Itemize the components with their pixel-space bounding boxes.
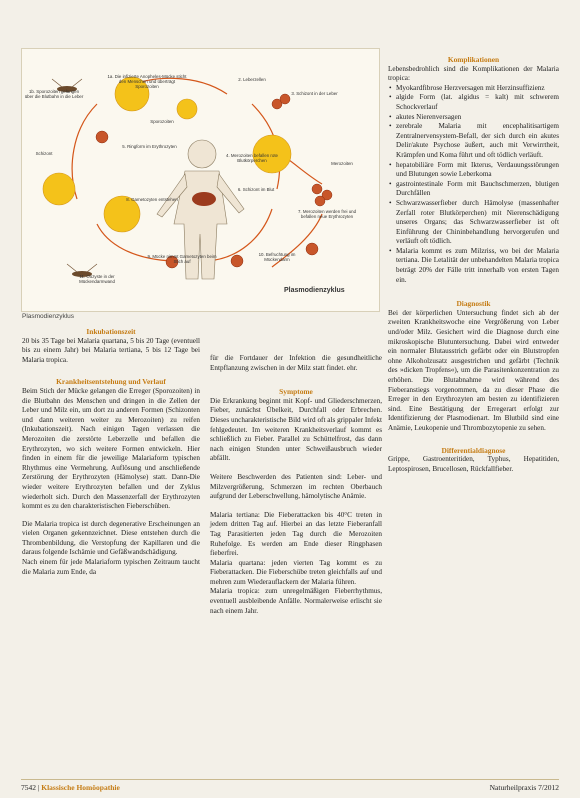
left-column [22, 327, 200, 577]
paragraph: Die Erkrankung beginnt mit Kopf- und Gliederschmerzen, Fieber, zunächst Übelkeit, Durchfall oder Erbrechen. Dieses uncharakteristische Bild wird oft als grippaler Infekt fehlgedeutet. Im weiteren Krankheitsverlauf kommt es schließlich zu Fieber. Parallel zu Schüttelfrost, das dann nach einigen Stunden unter Schweißausbruch wieder abfällt. [210, 396, 382, 463]
paragraph: Lebensbedrohlich sind die Komplikationen der Malaria tropica: [388, 64, 559, 83]
issue-label: Naturheilpraxis 7/2012 [489, 783, 559, 792]
page-footer [21, 779, 559, 794]
middle-column [210, 354, 382, 616]
stage-circle-oocyst [43, 173, 75, 205]
paragraph: Nach einem für jede Malariaform typischen Zeitraum taucht die Malaria zum Ende, da [22, 558, 200, 576]
paragraph: Malaria tertiana: Die Fieberattacken bis 40°C treten in jedem dritten Tag auf. Hierbei an das letzte Fieberanfall Tag Parasitierten jeden Tag durch die Merozoiten Ruhefolge. Es werden am Ende dieser Ringphasen fieberfrei. [210, 510, 382, 558]
figure-label: 3. Schizont in der Leber [291, 91, 338, 96]
figure-label: 1b. Sporozoiten gelangen über die Blutbahn in die Leber [24, 89, 84, 99]
footer-left [21, 783, 120, 792]
paragraph: Die Malaria tropica ist durch degenerative Erscheinungen an vielen Organen gekennzeichnet. Diese entstehen durch die Thrombenbildung, die Verstopfung der Kapillaren und die daraus folgende Ischämie und Gefäßwandschädigung. [22, 519, 200, 557]
list-item: • hepatobiliäre Form mit Ikterus, Verdauungsstörungen und Blutungen sowie Leberkoma [388, 161, 559, 180]
figure-label: 10. Befruchtung im Mückendarm [258, 252, 296, 262]
figure-caption: Plasmodienzyklus [22, 313, 75, 320]
paragraph: Malaria tropica: zum unregelmäßigen Fieberrhythmus, eventuell ausbleibende Anfälle. Normalerweise erlischt sie nach einem Jahr. [210, 587, 382, 615]
paragraph: Grippe, Gastroenteritiden, Typhus, Hepatitiden, Leptospirosen, Brucellosen, Rückfallfieber. [388, 455, 559, 473]
list-item: • Malaria kommt es zum Milzriss, wo bei der Malaria tertiana. Die Letalität der unbehandelten Malaria tropica beträgt 20% der Fälle tritt innerhalb von ersten Tagen ein. [388, 247, 559, 285]
complications-list [388, 84, 559, 285]
figure-title: Plasmodienzyklus [284, 287, 345, 294]
figure-label: 2. Leberzellen [238, 77, 266, 82]
life-cycle-figure [21, 48, 380, 312]
figure-label: Sporozoiten [150, 119, 174, 124]
paragraph: Beim Stich der Mücke gelangen die Erreger (Sporozoiten) in die Blutbahn des Menschen und dringen in die Zellen der Leber und Milz ein, um dort zu anderen Formen (Schizonten und dann weiteren weiter zu Merozoiten) zu reifen (Inkubationszeit). Nach einigen Tagen verlassen die Merozoiten die zerstörte Leberzelle und befallen die Erythrozyten, wo sich weitere Formen entwickeln. Hier finden in einem für die jeweilige Malariaform typischen Rhythmus eine Vermehrung, Auflösung und anschließende Zerstörung der Erythrozyten (Hämolyse) statt. Dann-Die wieder weitere Erythrozyten befallen und der Zyklus wiederholt sich. Durch den Massenzerfall der Erythrozyten kommt es zu den charakteristischen Fieberschüben. [22, 386, 200, 511]
figure-label: 8. Gametozyten entstehen [126, 197, 178, 202]
figure-label: 6. Schizont im Blut [237, 187, 275, 192]
figure-label: 7. Merozoiten werden frei und befallen neue Erythrozyten [297, 209, 357, 219]
right-column [388, 55, 559, 474]
paragraph: für die Fortdauer der Infektion die gesundheitliche Entpflanzung zwischen in der Milz statt findet. ehr. [210, 354, 382, 372]
footer-separator: | [37, 783, 40, 792]
figure-label: Schizont [35, 151, 53, 156]
figure-label: 1a. Die infizierte Anopheles-Mücke sticht den Menschen und überträgt Sporozoiten [107, 74, 187, 89]
list-item: • algide Form (lat. algidus = kalt) mit schwerem Schockverlauf [388, 93, 559, 112]
cycle-arrow [72, 104, 97, 199]
section-heading: Komplikationen [447, 55, 500, 64]
list-item: • akutes Nierenversagen [388, 113, 559, 123]
figure-label: 9. Mücke nimmt Gametozyten beim Stich auf [147, 254, 217, 264]
paragraph: 20 bis 35 Tage bei Malaria quartana, 5 bis 20 Tage (eventuell bis zu einem Jahr) bei Malaria tertiana, 5 bis 12 Tage bei Malaria tropica. [22, 336, 200, 364]
section-heading: Differentialdiagnose [441, 445, 506, 455]
list-item: • gastrointestinale Form mit Bauchschmerzen, blutigen Durchfällen [388, 180, 559, 199]
magazine-section: Klassische Homöopathie [41, 783, 120, 792]
list-item: • zerebrale Malaria mit encephalitisartigem Zentralnervensystem-Befall, der sich durch ein akutes Delir/akute Psychose äußert, auch mit Verwirrtheit, Krämpfen und Koma führt und oft tödlich verläuft. [388, 122, 559, 160]
stage-circle-small [177, 99, 197, 119]
figure-label: 4. Merozoiten befallen rote Blutkörperchen [226, 153, 278, 163]
section-heading: Krankheitsentstehung und Verlauf [56, 377, 166, 387]
section-heading: Inkubationszeit [86, 327, 136, 336]
page-number: 7542 [21, 783, 36, 792]
figure-label: 5. Ringform im Erythrozyten [122, 144, 177, 149]
section-heading: Symptome [279, 387, 313, 397]
list-item: • Schwarzwasserfieber durch Hämolyse (massenhafter Zerfall roter Blutkörperchen) mit Nierenschädigung unseres Organs; das Schwarzwasserfieber ist oft Einführung der Chininbehandlung hervorgerufen und verläuft oft tödlich. [388, 199, 559, 247]
section-heading: Diagnostik [456, 299, 491, 309]
paragraph: Weitere Beschwerden des Patienten sind: Leber- und Milzvergrößerung, Schmerzen im rechten Oberbauch aufgrund der Leberschwellung, hämolytische Anämie. [210, 472, 382, 501]
list-item: • Myokardfibrose Herzversagen mit Herzinsuffizienz [388, 84, 559, 94]
paragraph: Malaria quartana: jeden vierten Tag kommt es zu Fieberattacken. Die Fieberschübe treten gleichfalls auf und mehren zum Wiederauflackern der Malaria führen. [210, 558, 382, 586]
liver-illustration [192, 192, 216, 206]
paragraph: Bei der körperlichen Untersuchung findet sich ab der zweiten Krankheitswoche eine Vergrößerung von Leber und/oder Milz. Gesichert wird die Diagnose durch eine mikroskopische Blutuntersuchung. Dabei wird entweder ein normaler Blutausstrich gefärbt oder ein Blutstropfen ohne Alkoholzusatz ausgestrichen und gefärbt (Technik des »dicken Tropfens«), um die Parasitenkonzentration zu erhöhen. Die Blutabnahme wird während des Fieberanstiegs vorgenommen, da zu dieser Phase die Erreger in den Erythrozyten am besten zu identifizieren sind. Eine Bestätigung der Erregerart erfolgt zur Identifizierung der Plasmodienart. Im Blutbild sind eine Anämie, Leukopenie und Thrombozytopenie zu sehen. [388, 308, 559, 432]
figure-label: Merozoiten [331, 161, 353, 166]
figure-label: 11. Oozyste in der Mückendarmwand [79, 274, 115, 284]
